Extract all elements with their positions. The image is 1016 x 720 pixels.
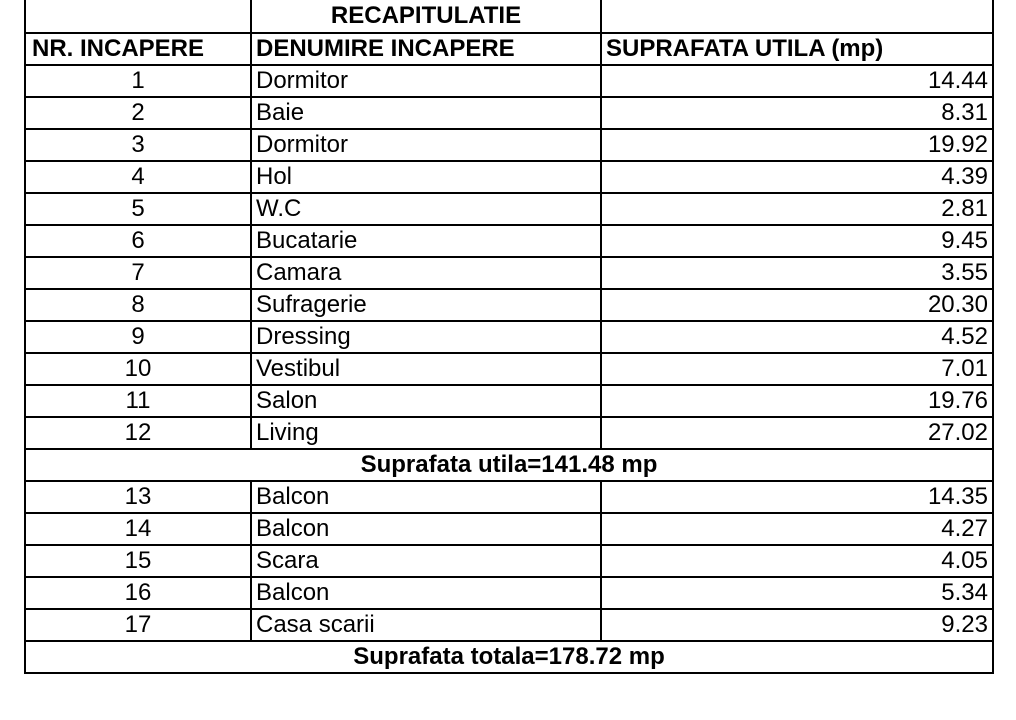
recap-table <box>24 0 994 674</box>
table-row <box>25 321 993 353</box>
room-name: Balcon <box>251 481 601 513</box>
room-nr: 11 <box>25 385 251 417</box>
room-area: 7.01 <box>601 353 993 385</box>
room-area: 3.55 <box>601 257 993 289</box>
room-nr: 13 <box>25 481 251 513</box>
table-row <box>25 193 993 225</box>
header-nr: NR. INCAPERE <box>25 33 251 65</box>
room-area: 5.34 <box>601 577 993 609</box>
table-title: RECAPITULATIE <box>251 0 601 33</box>
room-area: 14.35 <box>601 481 993 513</box>
room-name: Sufragerie <box>251 289 601 321</box>
room-nr: 12 <box>25 417 251 449</box>
header-area: SUPRAFATA UTILA (mp) <box>601 33 993 65</box>
table-row <box>25 65 993 97</box>
room-name: Salon <box>251 385 601 417</box>
room-nr: 2 <box>25 97 251 129</box>
table-row <box>25 353 993 385</box>
room-name: Balcon <box>251 513 601 545</box>
table-row <box>25 577 993 609</box>
table-row <box>25 481 993 513</box>
room-nr: 17 <box>25 609 251 641</box>
room-area: 4.27 <box>601 513 993 545</box>
table-row <box>25 609 993 641</box>
room-name: Vestibul <box>251 353 601 385</box>
room-nr: 9 <box>25 321 251 353</box>
room-area: 4.05 <box>601 545 993 577</box>
room-name: Hol <box>251 161 601 193</box>
room-area: 9.45 <box>601 225 993 257</box>
useful-area-total: Suprafata utila=141.48 mp <box>25 449 993 481</box>
room-name: Dormitor <box>251 129 601 161</box>
room-area: 9.23 <box>601 609 993 641</box>
room-nr: 4 <box>25 161 251 193</box>
room-name: Dressing <box>251 321 601 353</box>
table-row <box>25 225 993 257</box>
table-row <box>25 161 993 193</box>
header-name: DENUMIRE INCAPERE <box>251 33 601 65</box>
room-name: Living <box>251 417 601 449</box>
room-nr: 16 <box>25 577 251 609</box>
table-row <box>25 545 993 577</box>
header-row <box>25 33 993 65</box>
room-nr: 8 <box>25 289 251 321</box>
table-row <box>25 129 993 161</box>
room-area: 8.31 <box>601 97 993 129</box>
title-empty-cell-left <box>25 0 251 33</box>
room-nr: 5 <box>25 193 251 225</box>
room-area: 20.30 <box>601 289 993 321</box>
room-nr: 6 <box>25 225 251 257</box>
room-name: Bucatarie <box>251 225 601 257</box>
room-area: 19.76 <box>601 385 993 417</box>
room-name: Casa scarii <box>251 609 601 641</box>
room-name: Balcon <box>251 577 601 609</box>
table-row <box>25 289 993 321</box>
grand-total-row <box>25 641 993 673</box>
grand-total: Suprafata totala=178.72 mp <box>25 641 993 673</box>
table-row <box>25 97 993 129</box>
room-name: Dormitor <box>251 65 601 97</box>
table-row <box>25 513 993 545</box>
room-area: 4.52 <box>601 321 993 353</box>
table-row <box>25 385 993 417</box>
room-name: W.C <box>251 193 601 225</box>
room-area: 4.39 <box>601 161 993 193</box>
room-name: Scara <box>251 545 601 577</box>
room-area: 2.81 <box>601 193 993 225</box>
room-name: Baie <box>251 97 601 129</box>
table-row <box>25 417 993 449</box>
room-nr: 7 <box>25 257 251 289</box>
room-nr: 3 <box>25 129 251 161</box>
room-nr: 15 <box>25 545 251 577</box>
room-area: 27.02 <box>601 417 993 449</box>
room-nr: 1 <box>25 65 251 97</box>
useful-area-total-row <box>25 449 993 481</box>
table-row <box>25 257 993 289</box>
title-empty-cell-right <box>601 0 993 33</box>
room-area: 14.44 <box>601 65 993 97</box>
room-name: Camara <box>251 257 601 289</box>
room-nr: 14 <box>25 513 251 545</box>
room-area: 19.92 <box>601 129 993 161</box>
room-nr: 10 <box>25 353 251 385</box>
title-row <box>25 0 993 33</box>
